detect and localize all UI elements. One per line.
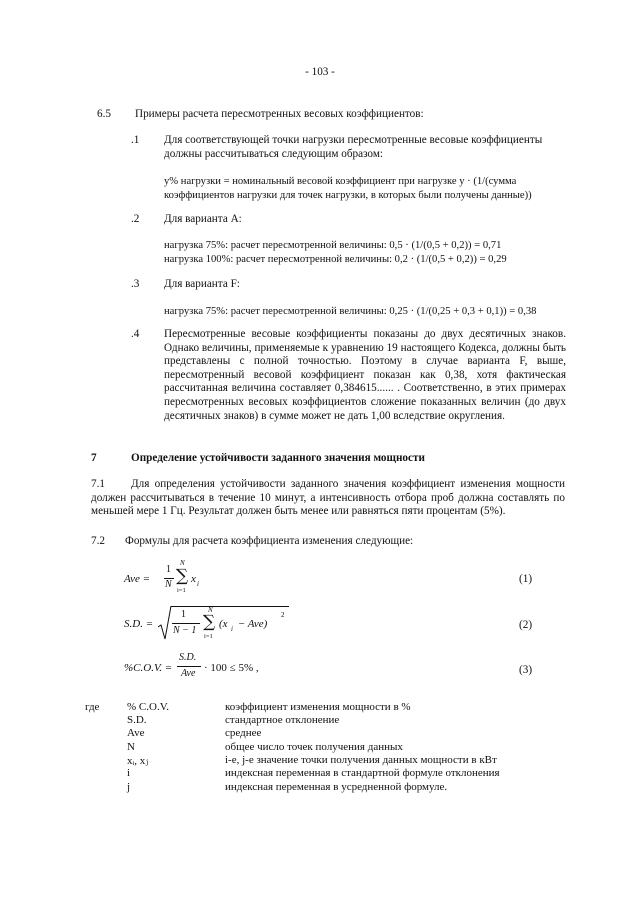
item-3-number: .3 xyxy=(131,278,140,290)
eq3-frac-den: Ave xyxy=(181,668,196,679)
item-1-formula-line-2: коэффициентов нагрузки для точек нагрузки, в которых были получены данные)) xyxy=(164,190,532,201)
eq2-sqrt-sign xyxy=(158,605,172,641)
legend-desc: индексная переменная в усредненной формуле. xyxy=(225,781,448,793)
section-6-5-number: 6.5 xyxy=(97,108,111,120)
eq2-sum-top: N xyxy=(208,606,213,614)
eq1-sum-bot: i=1 xyxy=(177,587,186,594)
legend-desc: общее число точек получения данных xyxy=(225,741,403,753)
section-7-1-text: Для определения устойчивости заданного значения коэффициент изменения мощности должен рассчитываться в течение 10 минут, а интенсивность отбора проб должна составлять по меньшей мере 1 Гц. Результат должен быть менее или равняться пяти процентам (5%). xyxy=(91,478,565,518)
equation-3 xyxy=(124,652,324,686)
eq1-sum-top: N xyxy=(180,559,185,567)
equation-1 xyxy=(124,560,284,600)
page-number: - 103 - xyxy=(305,66,335,78)
legend-term: xᵢ, xⱼ xyxy=(127,755,149,767)
eq1-frac-num: 1 xyxy=(166,564,171,575)
legend-term: i xyxy=(127,767,131,779)
section-6-5-title: Примеры расчета пересмотренных весовых коэффициентов: xyxy=(135,108,424,120)
eq2-sqrt-bar xyxy=(171,606,289,607)
legend-term: Ave xyxy=(127,727,145,739)
eq2-lhs: S.D. = xyxy=(124,618,154,630)
eq3-frac-num: S.D. xyxy=(179,652,197,663)
eq3-frac-bar xyxy=(177,666,201,667)
item-3-text: Для варианта F: xyxy=(164,278,240,290)
legend-desc: стандартное отклонение xyxy=(225,714,340,726)
eq2-sum-bot: i=1 xyxy=(204,633,213,640)
eq1-lhs: Ave = xyxy=(124,573,151,585)
legend-term: j xyxy=(127,781,131,793)
legend-desc: коэффициент изменения мощности в % xyxy=(225,701,411,713)
legend-desc: индексная переменная в стандартной формуле отклонения xyxy=(225,767,500,779)
eq1-term: x xyxy=(191,573,196,585)
eq3-lhs: %C.O.V. = xyxy=(124,662,173,674)
legend-term: N xyxy=(127,741,135,753)
eq2-sigma: ∑ xyxy=(203,612,216,632)
eq1-term-sub: i xyxy=(197,580,199,588)
legend-desc: i-е, j-е значение точки получения данных мощности в кВт xyxy=(225,754,497,766)
eq1-frac-den: N xyxy=(165,579,172,590)
item-3-line-1: нагрузка 75%: расчет пересмотренной величины: 0,25 · (1/(0,25 + 0,3 + 0,1)) = 0,38 xyxy=(164,306,537,317)
section-7-2-number: 7.2 xyxy=(91,535,105,547)
section-7-title: Определение устойчивости заданного значения мощности xyxy=(131,452,425,464)
eq2-term: (x xyxy=(219,618,228,630)
item-4-text: Пересмотренные весовые коэффициенты показаны до двух десятичных знаков. Однако величины, применяемые к уравнению 19 настоящего Кодекса, должны быть представлены с полной точностью. Поэтому в случае варианта F, выше, пересмотренный весовой коэффициент показан как 0,38, хотя фактическая рассчитанная величина составляет 0,384615...... . Соответственно, в этих примерах пересмотренных весовых коэффициентов сложение показанных величин (до двух десятичных знаков) в сумме может не дать 1,00 вследствие округления. xyxy=(164,328,566,422)
item-4-number: .4 xyxy=(131,328,140,340)
eq2-term-rest: − Ave) xyxy=(235,618,268,630)
equation-1-number: (1) xyxy=(519,573,533,585)
legend-term: % C.O.V. xyxy=(127,701,169,713)
item-2-number: .2 xyxy=(131,213,140,225)
item-1-text: Для соответствующей точки нагрузки пересмотренные весовые коэффициенты должны рассчитываться следующим образом: xyxy=(164,134,543,160)
item-2-line-2: нагрузка 100%: расчет пересмотренной величины: 0,2 · (1/(0,5 + 0,2)) = 0,29 xyxy=(164,254,507,265)
legend-where-label: где xyxy=(85,701,100,713)
item-1-number: .1 xyxy=(131,134,140,146)
section-7-1-number: 7.1 xyxy=(91,478,109,492)
section-7-number: 7 xyxy=(91,452,97,464)
legend-term: S.D. xyxy=(127,714,147,726)
item-2-line-1: нагрузка 75%: расчет пересмотренной величины: 0,5 · (1/(0,5 + 0,2)) = 0,71 xyxy=(164,240,502,251)
eq2-frac-den: N − 1 xyxy=(173,625,197,636)
eq2-term-sub: i xyxy=(231,625,233,633)
section-7-2-text: Формулы для расчета коэффициента изменения следующие: xyxy=(125,535,414,547)
legend-desc: среднее xyxy=(225,727,262,739)
eq2-frac-num: 1 xyxy=(181,609,186,620)
equation-2-number: (2) xyxy=(519,619,533,631)
item-2-text: Для варианта А: xyxy=(164,213,242,225)
equation-2 xyxy=(124,605,324,645)
eq1-sigma: ∑ xyxy=(176,566,189,586)
equation-3-number: (3) xyxy=(519,664,533,676)
eq2-term-sup: 2 xyxy=(281,611,285,619)
eq3-rhs: · 100 ≤ 5% , xyxy=(204,662,259,674)
eq2-frac-bar xyxy=(172,623,200,624)
item-1-formula-line-1: y% нагрузки = номинальный весовой коэффициент при нагрузке y · (1/(сумма xyxy=(164,176,517,187)
